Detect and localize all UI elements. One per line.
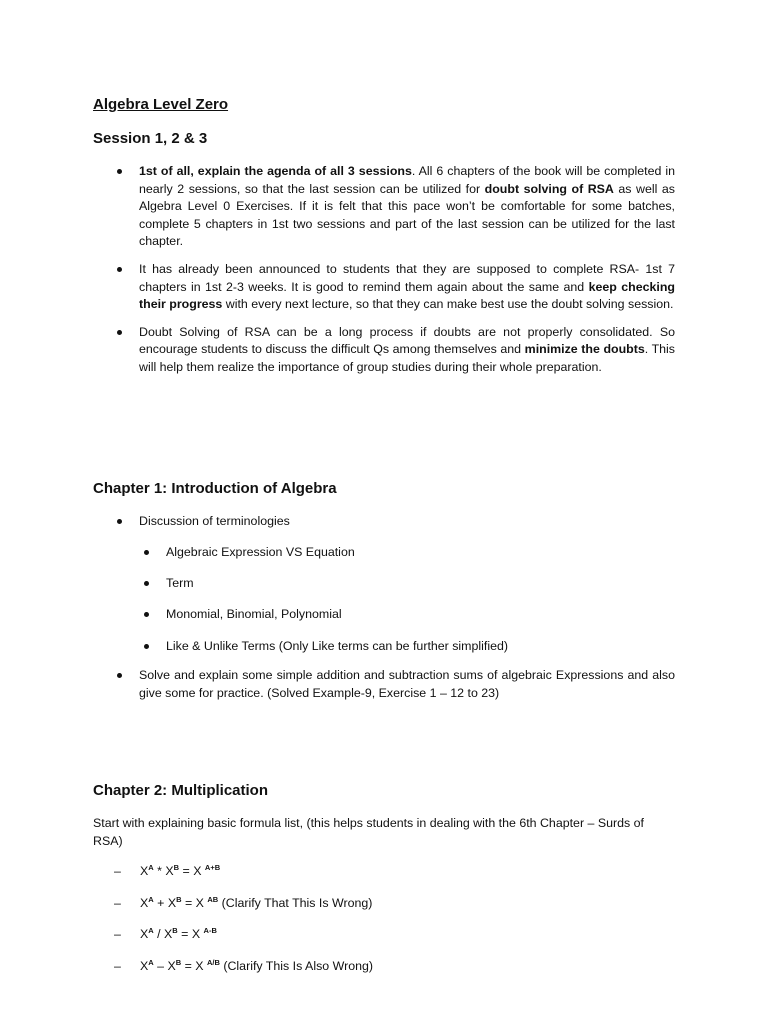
list-item: [0, 163, 768, 251]
session-bullet-text: [139, 163, 675, 251]
terminologies-item: Discussion of terminologies: [139, 514, 290, 528]
bold-text: minimize the doubts: [524, 342, 645, 357]
formula-text: $X^A + X^B = X$ $^{AB}$ (Clarify That This Is Wrong): [140, 895, 373, 910]
session-bullet-list: [0, 163, 768, 377]
text-run: Doubt Solving of RSA can be a long process if doubts are not properly consolidated. So encourage students to discuss the difficult Qs among themselves and: [139, 324, 675, 357]
terminology-item: Term: [166, 576, 194, 591]
bullet-icon: [144, 581, 149, 586]
bullet-icon: [117, 267, 122, 272]
list-item: [0, 575, 768, 593]
chapter1-bullet-list: [0, 513, 768, 531]
list-item: [0, 513, 768, 531]
session-bullet-text: [139, 324, 675, 377]
bold-text: 1st of all, explain the agenda of all 3 sessions: [139, 164, 412, 178]
formula-text: $X^A / X^B = X$ $^{A-B}$: [140, 926, 217, 941]
terminology-sub-list: [0, 544, 768, 655]
list-item: [0, 606, 768, 624]
terminology-item: Monomial, Binomial, Polynomial: [166, 607, 342, 622]
list-item: [0, 324, 768, 377]
terminology-item: Algebraic Expression VS Equation: [166, 545, 355, 559]
practice-item: Solve and explain some simple addition and subtraction sums of algebraic Expressions and also give some for practice. (Solved Example-9, Exercise 1 – 12 to 23): [139, 668, 675, 700]
session-bullet-text: [139, 261, 675, 314]
list-item: [0, 638, 768, 656]
bullet-icon: [117, 169, 122, 174]
bullet-icon: [144, 644, 149, 649]
bold-text: doubt solving of RSA: [484, 181, 614, 196]
document-title: Algebra Level Zero: [93, 96, 229, 113]
bullet-icon: [144, 550, 149, 555]
text-run: with every next lecture, so that they can make best use the doubt solving session.: [222, 297, 674, 312]
list-item: [0, 544, 768, 562]
list-item: [0, 261, 768, 314]
bullet-icon: [117, 519, 122, 524]
chapter2-intro: Start with explaining basic formula list, (this helps students in dealing with the 6th Chapter – Surds of RSA): [93, 816, 644, 848]
session-heading: Session 1, 2 & 3: [93, 130, 208, 147]
chapter1-heading: Chapter 1: Introduction of Algebra: [93, 480, 337, 497]
bullet-icon: [144, 612, 149, 617]
text-run: . This will help them realize the importance of group studies during their whole preparation.: [139, 342, 675, 374]
dash-bullet: –: [114, 896, 121, 910]
dash-bullet: –: [114, 927, 121, 941]
chapter2-heading: Chapter 2: Multiplication: [93, 782, 269, 799]
dash-bullet: –: [114, 864, 121, 878]
text-run: as well as Algebra Level 0 Exercises. If it is felt that this pace won’t be comfortable for some batches, complete 5 chapters in 1st two sessions and part of the last session can be utilized for the last chapter.: [139, 181, 675, 249]
bullet-icon: [117, 330, 122, 335]
bold-text: keep checking their progress: [139, 279, 676, 312]
text-run: It has already been announced to students that they are supposed to complete RSA- 1st 7 chapters in 1st 2-3 weeks. It is good to remind them again about the same and: [139, 261, 675, 294]
terminology-item: Like & Unlike Terms (Only Like terms can be further simplified): [166, 638, 509, 653]
chapter1-practice-list: [0, 667, 768, 702]
formula-text: $X^A * X^B = X$ $^{A+B}$: [140, 863, 221, 878]
text-run: . All 6 chapters of the book will be completed in nearly 2 sessions, so that the last session can be utilized for: [139, 164, 675, 196]
list-item: [0, 667, 768, 702]
formula-text: $X^A - X^B = X$ $^{A/B}$ (Clarify This Is Also Wrong): [140, 958, 373, 973]
bullet-icon: [117, 673, 122, 678]
dash-bullet: –: [114, 959, 121, 973]
